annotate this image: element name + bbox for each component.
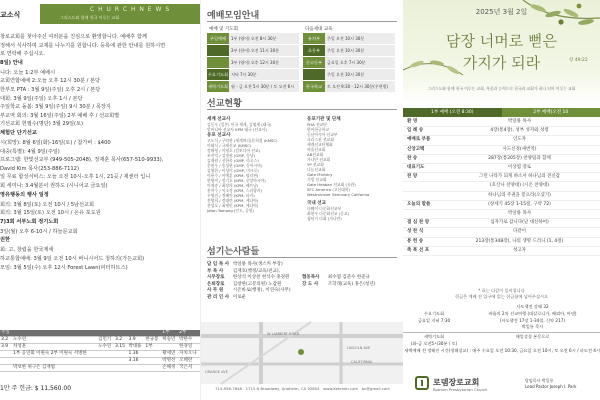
worship-order-label: 축 복 선 포 <box>407 247 430 253</box>
church-logo-icon <box>415 376 429 390</box>
news-line: 교회연합예배 2:오늘 오후 12시 30분 / 본당 <box>0 78 101 85</box>
table-cell: 국은서 <box>178 365 200 372</box>
server-role: 관 리 인 사 <box>207 294 230 300</box>
mission-entry: 우영진 / 정혜린 (KPM, 터키) <box>207 193 255 198</box>
worship-order-value: 그런 나라가 되게 하소서 하나님의 전신갑 <box>478 174 561 180</box>
table-cell <box>0 351 12 358</box>
schedule-right-head: 다음세대 교육 <box>305 27 333 32</box>
mission-entry: Gate Ministry <box>307 172 333 177</box>
table-cell: 3.2 <box>0 337 12 344</box>
table-header-cell: 2부 <box>178 330 200 337</box>
mission-entry: 알바니아 선교사 KPM 태국 (선교사) <box>207 127 267 132</box>
schedule-left-head: 예배 및 기도회 <box>209 27 238 32</box>
map-street-label: CALIFORNIA <box>351 360 373 364</box>
meeting-detail: (사도행전 17장 1-34절, 신약 217) <box>499 317 566 323</box>
servers-title: 섬기는사람들 <box>207 247 260 257</box>
server-row <box>207 295 397 302</box>
meeting-row <box>403 318 600 325</box>
news-line: 프로그램: 한빛선교부 (949-505-2048), 정재훈 목사(657-510-9933), <box>0 157 164 164</box>
news-title: 교소식 <box>0 11 21 19</box>
server-role: 은퇴장로 <box>207 281 225 287</box>
table-cell: 3.16 <box>127 358 144 365</box>
table-cell: 1부 공연회 이원숙 2부 이원숙 서병한 <box>12 351 97 358</box>
schedule-value: 주일 오전 10시 30분 <box>325 33 395 44</box>
mission-entry: 한명직 / 정기호 (KPM, 중앙아시아) <box>207 178 266 183</box>
schedule-value: 1부 (영어) 오전 8시 30분 <box>229 33 299 44</box>
worship-order-row <box>403 228 600 237</box>
worship-order-label: 찬 양 <box>407 174 418 180</box>
news-line: 모임: 3월 5일(수) 오후 12시 Forest Lawn(피터하트스) <box>0 264 128 271</box>
worship-order-row <box>403 146 600 155</box>
info-panel <box>200 0 403 400</box>
table-cell <box>114 351 128 358</box>
worship-order-value: 박일룡 목사 <box>507 211 532 217</box>
mission-entry: 동남아시아 선교부 <box>307 132 338 137</box>
service-date: 2025년 3월 2일 <box>475 8 528 16</box>
schedule-value: 2부 (한어) 오전 11시 30분 <box>229 45 299 56</box>
meeting-detail: 박일룡 목사 <box>521 324 544 330</box>
schedule-value: 주일 오전 10시 30분 <box>325 69 395 80</box>
worship-order-value: 사도신경(새번역) <box>502 146 537 152</box>
mission-entry: 바울선교회 <box>307 147 326 152</box>
table-cell: 오혜란 <box>178 358 200 365</box>
worship-notes <box>403 288 600 300</box>
news-line: 시(희망): 8월 6일(화)-16일(토) / 참가비 : $400 <box>0 140 111 146</box>
schedule-left <box>207 26 299 93</box>
server-role: 시무장로 <box>207 275 225 280</box>
worship-order-value: 박일룡 목사 <box>507 119 532 124</box>
church-motto: 그리스도와 함께 천국 이루는 교회, 복음과 능력으로 천국과 교회가 하나 되어 이루는 교회 <box>427 86 576 91</box>
schedule-value: 금요일 오후 7시 30분 <box>325 57 395 68</box>
schedule-row <box>207 69 299 80</box>
worship-order-value: (창세기 45장 1-15절, 구약 72) <box>488 201 551 207</box>
schedule-label: 초등부 <box>303 45 325 56</box>
schedule-row <box>303 57 395 68</box>
phone-text: 714-956-7648 <box>215 386 242 391</box>
meeting-detail: 새벽예배 전 정해진 시간(정해설교) : 매주 수요일 오전 10:30, 금요일 오전 10시, 토 오전 6시 / 파도전 4시 <box>404 347 600 353</box>
schedule-row <box>303 69 395 80</box>
table-cell <box>114 358 128 365</box>
news-line: 니다: 오늘 1:2부 예배시 <box>0 69 56 76</box>
worship-order-row <box>403 210 600 219</box>
meeting-detail: 사도행전 강해 32 <box>516 304 549 309</box>
mission-entry: 세계선교단체회 <box>307 142 333 147</box>
worship-order-value: (호산나 찬양대) (시온 찬양대) <box>489 183 550 189</box>
map-graphic <box>201 322 404 384</box>
server-names: 조학래(교육) 홍은(청년) <box>327 281 376 287</box>
table-cell <box>12 358 97 365</box>
worship-order-value: 십자가로 갑니다(날 대신하여) <box>490 220 549 226</box>
worship-order-row <box>403 164 600 173</box>
news-line: David Kim 목사(253-886-7112) <box>0 165 79 172</box>
lead-pastor <box>525 378 576 389</box>
worship-order-row <box>403 182 600 191</box>
mission-entry: 김동우 (일본) 미국 세계, 김영세 (태국) <box>207 122 272 127</box>
servers-list <box>207 262 397 301</box>
news-line: 부교역 회의: 3월 16일(주일) 2부 예배 후 / 선교회별 <box>0 112 120 119</box>
mission-block-heading: 국내 선교 <box>307 201 326 206</box>
worship-order-row <box>403 219 600 228</box>
location-map <box>201 322 404 384</box>
schedule-label: 수요기도회 <box>207 69 229 80</box>
table-cell: 노수연 <box>12 337 97 344</box>
meeting-row <box>403 341 600 348</box>
schedule-row <box>207 81 299 92</box>
worship-order-row <box>403 155 600 164</box>
schedule-label <box>207 57 229 68</box>
meeting-label: 새벽기도회 <box>423 334 445 340</box>
meeting-detail: 바울의 2차 선교여행 (데살로니가, 베뢰아, 아덴) <box>488 310 577 316</box>
web-text: www.Kehmen.com <box>323 386 359 391</box>
weekly-meetings <box>403 304 600 355</box>
worship-order-label: 예배로 부름 <box>407 137 431 143</box>
worship-order-value: 다같이 <box>512 229 527 235</box>
server-names: 최수엽 김준수 한준규 <box>327 275 370 280</box>
worship-order-label: 환 영 <box>407 119 418 124</box>
news-line: 일 무료 합성서비스: 오늘 오전 10시-오후 1시, 21곳 / 재센터 입니 <box>0 174 151 181</box>
church-logo-block <box>403 372 600 398</box>
news-heading: 권한 <box>0 237 11 244</box>
meeting-row <box>403 304 600 311</box>
worship-order-row <box>403 127 600 136</box>
map-street-label: W LAMBERT ROAD <box>267 332 300 336</box>
tab-first-service: 1부 예배 (오전 8:30) <box>403 108 502 117</box>
schedule-row <box>303 81 395 92</box>
church-name: 로뎀장로교회 <box>433 378 480 387</box>
mission-block-overseas <box>207 132 299 213</box>
news-line: 로 연락해 주십시오. <box>0 51 46 58</box>
table-row <box>0 365 200 372</box>
table-cell <box>0 365 12 372</box>
mission-entry: 전영희 / 정대련 (KPM, 케냐아) <box>207 198 259 203</box>
worship-order-label: 입 례 송 <box>407 128 424 134</box>
table-cell <box>97 358 114 365</box>
table-cell: 황세연 <box>161 351 178 358</box>
mission-entry: 청년기 다회 (가나안) <box>307 216 342 221</box>
news-line: 한부모 PTA : 3월 9일(주일) 오후 2시 / 본당 <box>0 87 101 93</box>
mission-entry: 정해형 / 이영호 (캄보디아 선교) <box>207 148 261 153</box>
server-role: 강 도 사 <box>302 281 319 287</box>
sermon-theme-line1: 담장 너머로 뻗은 <box>446 32 557 50</box>
schedule-value: 저녁 7시 30분 <box>229 69 299 80</box>
news-line: 기선교회 헌필수(명단) 3월 29일(토) <box>0 121 84 128</box>
schedule-row <box>207 33 299 44</box>
offering-total: 1만 주 헌금: $ 11,560.00 <box>0 385 72 392</box>
mission-block-heading: 동포기관 및 단체 <box>307 117 341 122</box>
schedule-label: 한국학교 <box>303 81 325 92</box>
table-row <box>0 337 200 344</box>
worship-order-value: 인도자 <box>512 137 527 143</box>
table-cell: 박대용 <box>127 344 144 351</box>
schedule-label: 중고등부 <box>303 57 325 68</box>
worship-order-label: 결 심 찬 양 <box>407 220 430 226</box>
worship-order-label: 오늘의 말씀 <box>407 201 431 207</box>
lead-pastor-korean: 담임목사 박일룡 <box>525 378 554 383</box>
table-row <box>0 358 200 365</box>
table-row <box>0 351 200 358</box>
address-text: 1715 N Broadway, Anaheim, CA 92804 <box>245 386 320 391</box>
mission-entry: 고도식 / 구약관 (세계쳐너)문희성 (KMSC) <box>207 138 278 143</box>
note-line: 헌금은 예배 전 입구에 있는 헌금함에 넣어주십시오 <box>455 294 548 299</box>
news-header <box>0 0 200 30</box>
meeting-detail <box>465 341 600 348</box>
worship-rule <box>207 21 397 22</box>
table-header-cell: 주일 <box>0 330 12 337</box>
mission-rule <box>207 109 397 110</box>
meeting-label <box>403 304 465 311</box>
worship-order-row <box>403 173 600 182</box>
meeting-row <box>403 311 600 318</box>
hero-banner <box>403 0 600 105</box>
mission-entry: 크리스천 선교회 <box>307 137 334 142</box>
worship-order-label <box>403 192 439 200</box>
mission-entry: 나눔선교회 <box>307 167 326 172</box>
meeting-detail: 매일성경 본문으로 <box>515 334 550 340</box>
mission-entry: 문현우 / 송성현 (GMP, 동아시아) <box>207 163 263 168</box>
server-names <box>328 295 397 302</box>
news-line: 주일학교 돌봄: 3월 9일(주일) 9시 30분 / 목장지 <box>0 104 111 111</box>
table-cell: 3.9 <box>127 337 144 344</box>
lead-pastor-english: Lead Pastor Joseph I. Park <box>525 383 577 389</box>
server-role: 담 임 목 사 <box>207 262 230 267</box>
worship-order-value: 이상엽 장로 <box>507 165 532 171</box>
table-cell: 차성훈 <box>12 344 97 351</box>
news-heading: 7)3회 서부노회 정기노회 <box>0 218 59 225</box>
schedule-value: 월 - 금 오전 5시 30분 / 토 오전 6시 <box>229 81 299 92</box>
news-band-title: C H U R C H N E W S <box>90 6 171 13</box>
table-cell <box>127 365 144 372</box>
server-names: 박일룡 목사(생스커 부장) <box>232 262 283 267</box>
meeting-label: 수요기도회 <box>423 310 445 316</box>
mission-entry: 기빙 선교회 <box>307 177 327 182</box>
mission-entry: 조진익 / 김정권 (GMP, 동남) <box>207 153 256 158</box>
table-cell: 박명선 <box>161 358 178 365</box>
server-names: 한상석 이상찬 현석수 홍경원 <box>232 275 290 280</box>
worship-order-value: 하나님의 주권을 믿으라(오셨기) <box>488 192 551 198</box>
news-line: 대중(특별): 4월 9일(주일) <box>0 148 60 155</box>
server-names: 시온바로(행정), 이연숙(사무) <box>232 288 291 293</box>
worship-order-row <box>403 192 600 201</box>
news-line: 창로교회를 찾아주신 여러분을 진심으로 환영합니다. 예배후 함께 <box>0 34 147 40</box>
table-cell: 손해정 <box>161 365 178 372</box>
schedule-label <box>303 69 325 80</box>
mission-entry: YP 선교회 <box>307 162 324 167</box>
volunteer-table <box>0 330 200 372</box>
church-name-english: Rotmen Presbyterian Church <box>433 387 488 392</box>
table-cell: 3.2 <box>114 337 128 344</box>
worship-order-value: 213장(통348장), 나의 생명 드리니 (1, 4절) <box>475 238 564 244</box>
mission-entry: Jatan Tamang (인도, 공원) <box>207 208 254 213</box>
worship-order-row <box>403 238 600 247</box>
table-cell <box>97 365 114 372</box>
news-line: 회 세미나: 3.4월분이 권하도 (시니어교 금요일) <box>0 183 108 189</box>
table-cell: 한규봉 <box>144 337 161 344</box>
worship-order-row <box>403 247 600 256</box>
table-cell <box>161 344 178 351</box>
mission-block-heading: 동포 선교사 <box>207 133 231 138</box>
table-cell <box>97 351 114 358</box>
table-cell <box>144 351 161 358</box>
mission-entry: 전성호 / 최세인 (KPM, 캐냐아) <box>207 203 259 208</box>
mission-entry: 이용수 / 이예훈 (KPM, 필리핀) <box>207 173 259 178</box>
worship-order-value: 287장(통205장) 찬양팀과 함께 <box>488 155 551 161</box>
worship-order-value: 4장(통4장), 성부 성자와 성령 <box>490 128 549 134</box>
news-line: 하교통합예배: 3월 9일 오전 10시 버니시어드 청하의(가든교회) <box>0 256 145 262</box>
table-cell: 박한수 <box>178 337 200 344</box>
server-role: 협동목사 <box>302 275 320 280</box>
news-line: 정해서 식사하며 교제를 나누기를 원합니다. 등록에 관한 안내를 원하시면 <box>0 42 166 49</box>
order-of-worship <box>403 118 600 256</box>
news-line: 회의: 3월 15일(토) 오전 10시 / 온유 포도원 <box>0 210 101 217</box>
table-cell: 1.36 <box>127 351 144 358</box>
mission-entry: PHA 선교단 <box>307 122 327 127</box>
worship-order-label <box>403 210 439 218</box>
sermon-theme-line2: 가지가 되라 <box>462 54 541 72</box>
table-cell <box>144 365 161 372</box>
meeting-label <box>403 324 465 331</box>
schedule-right <box>303 26 395 93</box>
schedule-label <box>207 45 229 56</box>
news-line: 3일(월) 오후 6-10시 / 하늘문교회 <box>0 228 78 235</box>
bulletin-cover-panel <box>403 0 600 400</box>
schedule-label: 주일예배 <box>207 33 229 44</box>
mission-entry: 최현우 다문화선교 (동교) <box>307 211 350 216</box>
mission-entry: SFC America (고신대학) <box>307 187 350 192</box>
worship-order-row <box>403 118 600 127</box>
worship-order-row <box>403 201 600 210</box>
meeting-row <box>403 324 600 331</box>
schedule-value: 3부 (영어) 오후 12시 30분 <box>229 57 299 68</box>
worship-order-label <box>403 182 439 190</box>
server-role <box>302 295 328 302</box>
mission-entry: 이재송 / 최장희 (KPM, 베트남) <box>207 183 259 188</box>
schedule-value: 주일 오전 10시 30분 <box>325 45 395 56</box>
schedule-label: 유치부 <box>303 33 325 44</box>
news-line: 대회: 3월 9일(주일) 오후 1시 / 본당 <box>0 95 83 102</box>
service-tabs <box>403 108 600 117</box>
mission-entry: Gate Hebban 선교회 (유관) <box>307 182 356 187</box>
mission-entry: 더웨이 다문화선교부 <box>307 206 342 211</box>
schedule-row <box>303 45 395 56</box>
server-role: 사 무 원 <box>207 288 224 293</box>
worship-order-label: 신앙고백 <box>407 146 425 152</box>
map-street-label: ORANGE AVE <box>205 370 228 374</box>
table-cell: 3.15 <box>114 344 128 351</box>
news-heading: 체험단 단기선교 <box>0 130 37 136</box>
mission-entry: 김영한 / 이성미 (GMP, 미크로) <box>207 168 259 173</box>
worship-order-label: 봉 헌 송 <box>407 238 424 244</box>
table-cell: 1부 <box>144 344 161 351</box>
mission-entry: Westminster Seminary California <box>307 192 370 197</box>
map-street-label: LINCOLN AVE <box>347 346 371 350</box>
tab-second-service: 2부 예배(오전 10 <box>502 108 600 117</box>
worship-order-label: 찬 송 <box>407 155 418 161</box>
mission-block-orgs <box>307 116 399 197</box>
worship-order-label: 성 찬 식 <box>407 229 424 235</box>
schedule-value: 토 오전 9:30 - 12시 30분(우편별) <box>325 81 395 92</box>
servers-rule <box>207 257 397 258</box>
news-heading: 영유행동의 행사 일정 <box>0 191 49 198</box>
mission-entry: 한어한글학교 <box>307 127 330 132</box>
news-line: 회: 고, 창립을 한국제세 <box>0 247 54 254</box>
mission-entry: AB선교회 <box>307 152 324 157</box>
mission-entry: 가나안 선교회 <box>307 157 331 162</box>
mission-entry: 홍혁수 / 이소정 (KPM, 스리랑카) <box>207 188 263 193</box>
meeting-label: (화-금 오전5시30분 / 토) <box>410 340 458 346</box>
table-cell: 박보한 위구은 김재범 <box>12 365 97 372</box>
server-role: 부 목 사 <box>207 268 224 274</box>
worship-order-label: 대표기도 <box>407 165 425 171</box>
schedule-row <box>207 45 299 56</box>
news-panel <box>0 0 200 400</box>
table-row <box>0 344 200 351</box>
note-line: * 표는 다같이 일어섭니다 <box>478 288 525 293</box>
meeting-row <box>403 348 600 355</box>
table-cell: 노수연 <box>97 344 114 351</box>
meeting-label: 금요일 저녁 7:30 <box>417 317 451 323</box>
worship-order-value: 성고자 <box>512 247 527 253</box>
table-cell: 김민기 <box>97 337 114 344</box>
table-cell <box>144 358 161 365</box>
mission-block-domestic <box>307 200 399 221</box>
table-cell: 3.9 <box>0 344 12 351</box>
theme-verse-ref: 창 49:22 <box>569 58 588 63</box>
table-cell: 한경일 <box>178 344 200 351</box>
worship-order-row <box>403 136 600 145</box>
email-text: bc@gmail.com <box>361 386 390 391</box>
meeting-row <box>403 334 600 341</box>
server-names: 김창한(고문의원) 노갑원 <box>232 281 282 287</box>
schedule-label: 새벽기도회 <box>207 81 229 92</box>
schedule-row <box>207 57 299 68</box>
mission-entry: 이태식 / 국제선교 (KMSC) <box>207 143 252 148</box>
table-cell <box>114 365 128 372</box>
table-cell: 허승년 <box>161 337 178 344</box>
mission-title: 선교현황 <box>207 99 242 109</box>
schedule-row <box>303 33 395 44</box>
news-line: 회의: 3월 8일(토) 오전 10시 / 5남선교회 <box>0 201 95 208</box>
mission-entry: 김재원 / 선한목 (GMP, 라오스) <box>207 158 259 163</box>
table-cell <box>0 358 12 365</box>
table-cell: 자치오나 <box>178 351 200 358</box>
mission-block-world <box>207 116 299 132</box>
contact-footer <box>201 386 404 391</box>
news-heading: 8일) 안내 <box>0 59 23 66</box>
server-names: 이로운 <box>232 294 246 300</box>
church-pin-icon <box>298 349 304 355</box>
mission-block-heading: 세계 선교사 <box>207 117 231 122</box>
server-names: 김재호(행정/교육/친교), <box>232 268 281 274</box>
worship-title: 예배모임안내 <box>207 11 260 21</box>
news-band-subtitle: 그리스도와 함께 천국 이루는 교회 <box>60 15 120 20</box>
table-header-cell: 1부 <box>161 330 178 337</box>
